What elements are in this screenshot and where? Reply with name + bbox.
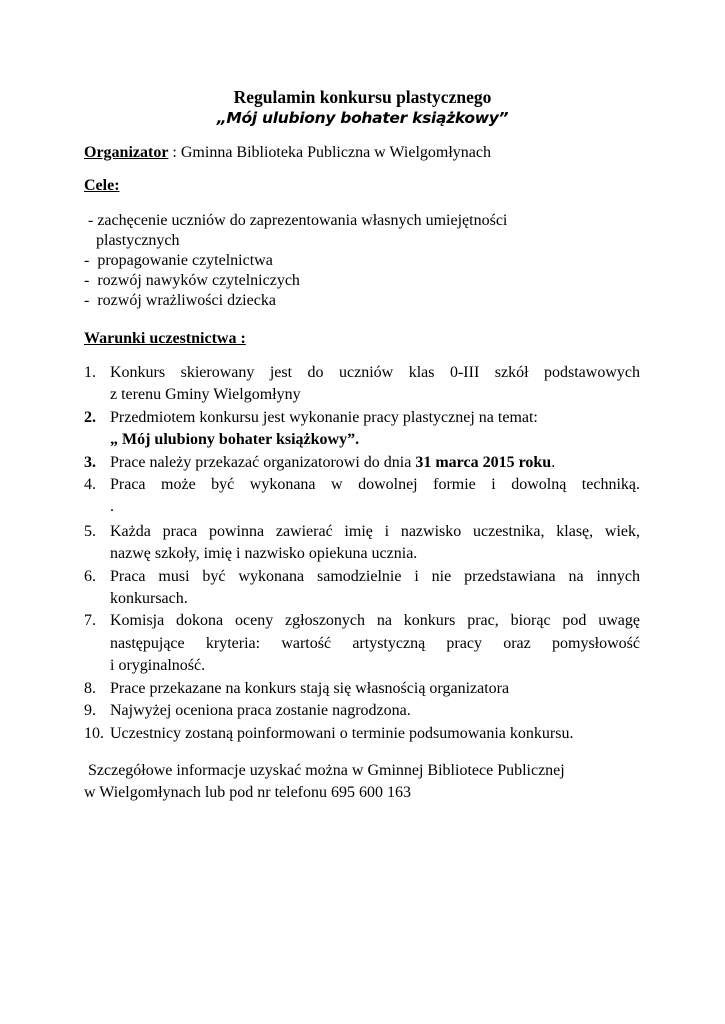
footer-info xyxy=(84,760,565,804)
goal-item: - rozwój nawyków czytelniczych xyxy=(84,272,300,289)
item-number: 9. xyxy=(84,702,96,720)
item-number: 7. xyxy=(84,612,96,630)
document-title: Regulamin konkursu plastycznego xyxy=(233,87,492,107)
organizer-line xyxy=(84,144,491,162)
conditions-list xyxy=(84,362,640,745)
list-item xyxy=(84,407,640,452)
item-text: z terenu Gminy Wielgomłyny xyxy=(110,386,301,404)
item-text: Praca musi być wykonana samodzielnie i nie przedstawiana na innych xyxy=(110,567,640,585)
list-item xyxy=(84,610,640,677)
goal-item: plastycznych xyxy=(84,232,180,249)
item-text: Prace należy przekazać organizatorowi do dnia xyxy=(110,453,416,471)
goal-item: - propagowanie czytelnictwa xyxy=(84,252,273,269)
list-item xyxy=(84,452,640,474)
item-number: 2. xyxy=(84,408,96,426)
list-item xyxy=(84,474,640,519)
item-text: Prace przekazane na konkurs stają się własnością organizatora xyxy=(110,679,510,697)
organizer-value: : Gminna Biblioteka Publiczna w Wielgomłynach xyxy=(168,144,491,161)
deadline-date: 31 marca 2015 roku xyxy=(415,453,552,471)
item-text: Każda praca powinna zawierać imię i nazwisko uczestnika, klasę, wiek, xyxy=(110,522,640,540)
item-number: 6. xyxy=(84,567,96,585)
organizer-label: Organizator xyxy=(84,144,169,161)
item-text: Najwyżej oceniona praca zostanie nagrodzona. xyxy=(110,702,411,720)
footer-line: Szczegółowe informacje uzyskać można w Gminnej Bibliotece Publicznej xyxy=(84,762,565,779)
item-number: 4. xyxy=(84,476,96,494)
item-text: i oryginalność. xyxy=(110,657,206,675)
goal-item: - rozwój wrażliwości dziecka xyxy=(84,292,276,309)
conditions-heading: Warunki uczestnictwa : xyxy=(84,330,246,347)
item-text: nazwę szkoły, imię i nazwisko opiekuna ucznia. xyxy=(110,545,418,563)
document-subtitle: „Mój ulubiony bohater książkowy” xyxy=(216,109,509,127)
list-item xyxy=(84,700,640,722)
item-text: Uczestnicy zostaną poinformowani o terminie podsumowania konkursu. xyxy=(110,724,574,742)
item-text: Konkurs skierowany jest do uczniów klas 0-III szkół podstawowych xyxy=(110,364,640,381)
list-item xyxy=(84,678,640,700)
item-text: Praca może być wykonana w dowolnej formie i dowolną techniką. xyxy=(110,476,640,494)
item-number: 10. xyxy=(84,724,104,742)
item-text: . xyxy=(551,453,556,471)
item-text: następujące kryteria: wartość artystyczną pracy oraz pomysłowość xyxy=(110,634,640,652)
list-item xyxy=(84,362,640,407)
item-number: 8. xyxy=(84,679,96,697)
footer-line: w Wielgomłynach lub pod nr telefonu 695 600 163 xyxy=(84,784,412,801)
list-item xyxy=(84,723,640,745)
item-number: 3. xyxy=(84,453,96,471)
item-text: konkursach. xyxy=(110,590,188,608)
item-number: 1. xyxy=(84,364,96,381)
list-item xyxy=(84,521,640,566)
item-text: . xyxy=(110,498,114,516)
goals-heading: Cele: xyxy=(84,177,120,194)
item-number: 5. xyxy=(84,522,96,540)
list-item xyxy=(84,566,640,611)
item-text-topic: „ Mój ulubiony bohater książkowy”. xyxy=(110,431,360,449)
item-text: Komisja dokona oceny zgłoszonych na konkurs prac, biorąc pod uwagę xyxy=(110,612,640,630)
item-text: Przedmiotem konkursu jest wykonanie pracy plastycznej na temat: xyxy=(110,408,538,426)
goal-item: - zachęcenie uczniów do zaprezentowania własnych umiejętności xyxy=(84,212,508,229)
